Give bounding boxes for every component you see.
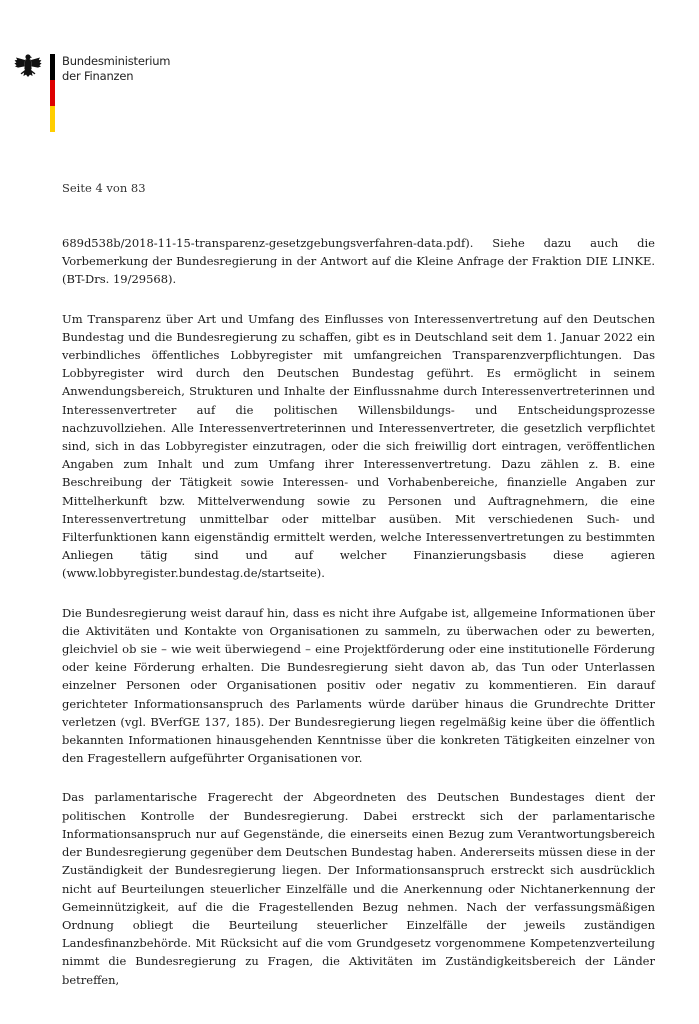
- paragraph-4: Das parlamentarische Fragerecht der Abgeordneten des Deutschen Bundestages dient der politischen Kontrolle der Bundesregierung. Dabei erstreckt sich der parlamentarische Informationsanspruch nur auf Gegenstände, die einerseits einen Bezug zum Verantwortungsbereich der Bundesregierung gegenüber dem Deutschen Bundestag haben. Andererseits müssen diese in der Zuständigkeit der Bundesregierung liegen. Der Informationsanspruch erstreckt sich ausdrücklich nicht auf Beurteilungen steuerlicher Einzelfälle und die Anerkennung oder Nichtanerkennung der Gemeinnützigkeit, auf die die Fragestellenden Bezug nehmen. Nach der verfassungsmäßigen Ordnung obliegt die Beurteilung steuerlicher Einzelfälle der jeweils zuständigen Landesfinanzbehörde. Mit Rücksicht auf die vom Grundgesetz vorgenommene Kompetenzverteilung nimmt die Bundesregierung zu Fragen, die Aktivitäten im Zuständigkeitsbereich der Länder betreffen,: [62, 790, 655, 987]
- flag-gold-stripe: [50, 106, 55, 132]
- paragraph-2: Um Transparenz über Art und Umfang des Einflusses von Interessenvertretung auf den Deutschen Bundestag und die Bundesregierung zu schaffen, gibt es in Deutschland seit dem 1. Januar 2022 ein verbindliches öffentliches Lobbyregister mit umfangreichen Transparenzverpflichtungen. Das Lobbyregister wird durch den Deutschen Bundestag geführt. Es ermöglicht in seinem Anwendungsbereich, Strukturen und Inhalte der Einflussnahme durch Interessenvertreterinnen und Interessenvertreter auf die politischen Willensbildungs- und Entscheidungsprozesse nachzuvollziehen. Alle Interessenvertreterinnen und Interessenvertreter, die gesetzlich verpflichtet sind, sich in das Lobbyregister einzutragen, oder die sich freiwillig dort eintragen, veröffentlichen Angaben zum Inhalt und zum Umfang ihrer Interessenvertretung. Dazu zählen z. B. eine Beschreibung der Tätigkeit sowie Interessen- und Vorhabenbereiche, finanzielle Angaben zur Mittelherkunft bzw. Mittelverwendung sowie zu Personen und Auftragnehmern, die eine Interessenvertretung unmittelbar oder mittelbar ausüben. Mit verschiedenen Such- und Filterfunktionen kann eigenständig ermittelt werden, welche Interessenvertretungen zu bestimmten Anliegen tätig sind und auf welcher Finanzierungsbasis diese agieren (www.lobbyregister.bundestag.de/startseite).: [62, 311, 655, 581]
- ministry-name: [62, 54, 170, 84]
- flag-black-stripe: [50, 54, 55, 80]
- ministry-name-line2: der Finanzen: [62, 69, 134, 83]
- document-body: [62, 234, 655, 1010]
- paragraph-1: 689d538b/2018-11-15-transparenz-gesetzgebungsverfahren-data.pdf). Siehe dazu auch die Vorbemerkung der Bundesregierung in der Antwort auf die Kleine Anfrage der Fraktion DIE LINKE. (BT-Drs. 19/29568).: [62, 236, 655, 287]
- ministry-logo: [14, 52, 214, 132]
- page-number: Seite 4 von 83: [62, 181, 146, 195]
- paragraph-3: Die Bundesregierung weist darauf hin, dass es nicht ihre Aufgabe ist, allgemeine Informationen über die Aktivitäten und Kontakte von Organisationen zu sammeln, zu überwachen oder zu bewerten, gleichviel ob sie – wie weit überwiegend – eine Projektförderung oder eine institutionelle Förderung oder keine Förderung erhalten. Die Bundesregierung sieht davon ab, das Tun oder Unterlassen einzelner Personen oder Organisationen positiv oder negativ zu kommentieren. Ein darauf gerichteter Informationsanspruch des Parlaments würde darüber hinaus die Grundrechte Dritter verletzen (vgl. BVerfGE 137, 185). Der Bundesregierung liegen regelmäßig keine über die öffentlich bekannten Informationen hinausgehenden Kenntnisse über die konkreten Tätigkeiten einzelner von den Fragestellern aufgeführter Organisationen vor.: [62, 605, 655, 766]
- ministry-name-line1: Bundesministerium: [62, 54, 171, 68]
- flag-red-stripe: [50, 80, 55, 106]
- federal-eagle-icon: [14, 52, 42, 86]
- flag-stripe: [50, 54, 55, 132]
